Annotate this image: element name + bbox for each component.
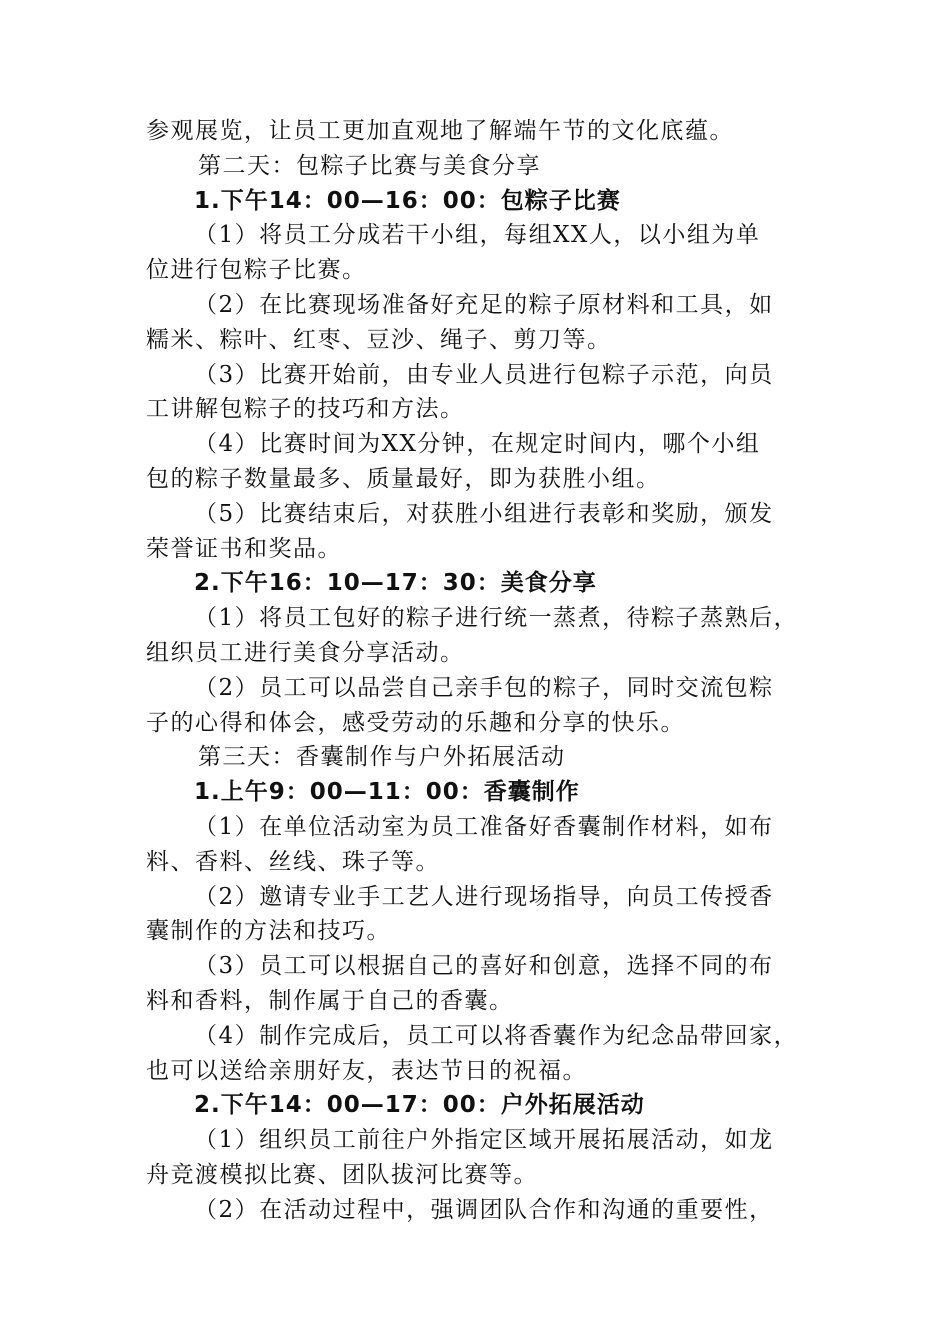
body-text-line: 也可以送给亲朋好友，表达节日的祝福。 xyxy=(146,1057,587,1084)
list-item-text: （1）将员工分成若干小组，每组XX人，以小组为单 xyxy=(194,222,761,249)
body-text-line: 包的粽子数量最多、质量最好，即为获胜小组。 xyxy=(146,465,661,492)
body-text-line: 糯米、粽叶、红枣、豆沙、绳子、剪刀等。 xyxy=(146,326,612,353)
body-text-line: 参观展览，让员工更加直观地了解端午节的文化底蕴。 xyxy=(146,118,734,144)
list-item-text: （1）组织员工前往户外指定区域开展拓展活动，如龙 xyxy=(194,1127,774,1154)
list-item-text: （1）将员工包好的粽子进行统一蒸煮，待粽子蒸熟后， xyxy=(194,605,799,632)
list-item-text: （1）在单位活动室为员工准备好香囊制作材料，如布 xyxy=(194,813,774,840)
body-text-line: 舟竞渡模拟比赛、团队拔河比赛等。 xyxy=(146,1161,538,1188)
body-text-line: 工讲解包粽子的技巧和方法。 xyxy=(146,396,465,423)
document-page xyxy=(146,114,806,1228)
body-text-line: 料和香料，制作属于自己的香囊。 xyxy=(146,987,514,1014)
body-text-line: 位进行包粽子比赛。 xyxy=(146,257,367,284)
list-item-text: （2）在比赛现场准备好充足的粽子原材料和工具，如 xyxy=(194,291,774,318)
list-item-text: （3）比赛开始前，由专业人员进行包粽子示范，向员 xyxy=(194,361,774,388)
session-heading: 2.下午16：10—17：30：美食分享 xyxy=(194,570,597,597)
day-heading: 第三天：香囊制作与户外拓展活动 xyxy=(198,744,566,771)
list-item-text: （3）员工可以根据自己的喜好和创意，选择不同的布 xyxy=(194,953,774,980)
body-text-line: 料、香料、丝线、珠子等。 xyxy=(146,848,440,875)
list-item-text: （2）在活动过程中，强调团队合作和沟通的重要性， xyxy=(194,1196,774,1223)
body-text-line: 荣誉证书和奖品。 xyxy=(146,535,342,562)
list-item-text: （4）制作完成后，员工可以将香囊作为纪念品带回家， xyxy=(194,1022,799,1049)
list-item-text: （5）比赛结束后，对获胜小组进行表彰和奖励，颁发 xyxy=(194,500,774,527)
session-heading: 1.下午14：00—16：00：包粽子比赛 xyxy=(194,187,621,214)
list-item-text: （2）员工可以品尝自己亲手包的粽子，同时交流包粽 xyxy=(194,674,774,701)
body-text-line: 子的心得和体会，感受劳动的乐趣和分享的快乐。 xyxy=(146,709,685,736)
body-text-line: 组织员工进行美食分享活动。 xyxy=(146,639,465,666)
session-heading: 2.下午14：00—17：00：户外拓展活动 xyxy=(194,1092,645,1119)
body-text-line: 囊制作的方法和技巧。 xyxy=(146,918,391,945)
day-heading: 第二天：包粽子比赛与美食分享 xyxy=(198,152,541,179)
list-item-text: （2）邀请专业手工艺人进行现场指导，向员工传授香 xyxy=(194,883,774,910)
list-item-text: （4）比赛时间为XX分钟，在规定时间内，哪个小组 xyxy=(194,431,761,458)
session-heading: 1.上午9：00—11：00：香囊制作 xyxy=(194,779,580,806)
